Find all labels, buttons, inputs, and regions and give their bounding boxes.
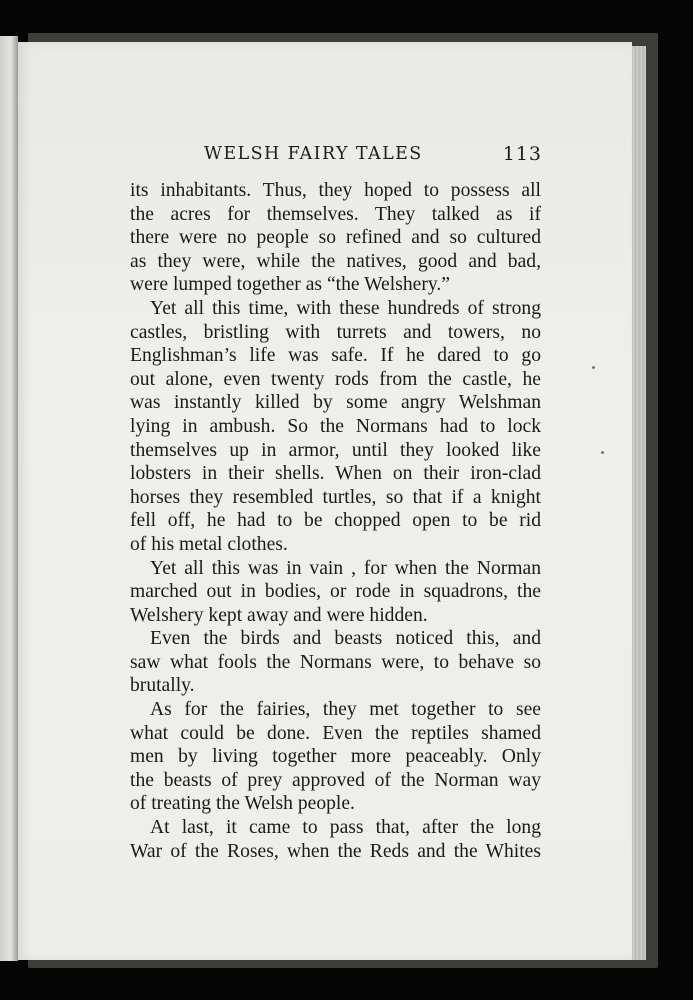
text-line: Englishman’s life was safe. If he dared to go bbox=[130, 345, 541, 367]
text-line: Even the birds and beasts noticed this, and bbox=[150, 628, 541, 650]
text-line: Yet all this time, with these hundreds of strong bbox=[150, 297, 541, 319]
text-line: themselves up in armor, until they looked like bbox=[130, 439, 541, 461]
text-line: out alone, even twenty rods from the castle, he bbox=[130, 368, 541, 390]
text-line: as they were, while the natives, good and bad, bbox=[130, 250, 541, 272]
text-line: of treating the Welsh people. bbox=[130, 793, 355, 815]
text-line: castles, bristling with turrets and towers, no bbox=[130, 321, 541, 343]
text-line: the acres for themselves. They talked as if bbox=[130, 203, 541, 225]
text-line: were lumped together as “the Welshery.” bbox=[130, 274, 450, 296]
text-line: its inhabitants. Thus, they hoped to possess all bbox=[130, 180, 541, 201]
body-text bbox=[130, 179, 541, 863]
paper-speck bbox=[601, 451, 604, 454]
text-line: lying in ambush. So the Normans had to lock bbox=[130, 415, 541, 437]
text-line: was instantly killed by some angry Welshman bbox=[130, 392, 541, 414]
text-line: of his metal clothes. bbox=[130, 533, 288, 555]
page-number: 113 bbox=[502, 143, 542, 165]
text-line: War of the Roses, when the Reds and the Whites bbox=[130, 840, 541, 862]
text-line: fell off, he had to be chopped open to be rid bbox=[130, 510, 541, 532]
text-line: the beasts of prey approved of the Norman way bbox=[130, 769, 541, 791]
text-line: saw what fools the Normans were, to behave so bbox=[130, 651, 541, 673]
text-line: men by living together more peaceably. Only bbox=[130, 746, 541, 768]
text-line: Welshery kept away and were hidden. bbox=[130, 604, 428, 626]
text-line: horses they resembled turtles, so that if a knight bbox=[130, 486, 541, 508]
text-line: At last, it came to pass that, after the long bbox=[150, 817, 541, 839]
text-line: brutally. bbox=[130, 675, 195, 697]
left-page-edge bbox=[0, 36, 18, 961]
running-header bbox=[186, 142, 542, 170]
paper-speck bbox=[592, 366, 595, 369]
running-title: WELSH FAIRY TALES bbox=[204, 144, 423, 164]
text-line: marched out in bodies, or rode in squadrons, the bbox=[130, 581, 541, 603]
text-line: lobsters in their shells. When on their iron-clad bbox=[130, 463, 541, 485]
text-line: As for the fairies, they met together to see bbox=[150, 699, 541, 721]
text-line: there were no people so refined and so cultured bbox=[130, 227, 541, 249]
text-line: Yet all this was in vain , for when the Norman bbox=[150, 557, 541, 579]
text-line: what could be done. Even the reptiles shamed bbox=[130, 722, 541, 744]
